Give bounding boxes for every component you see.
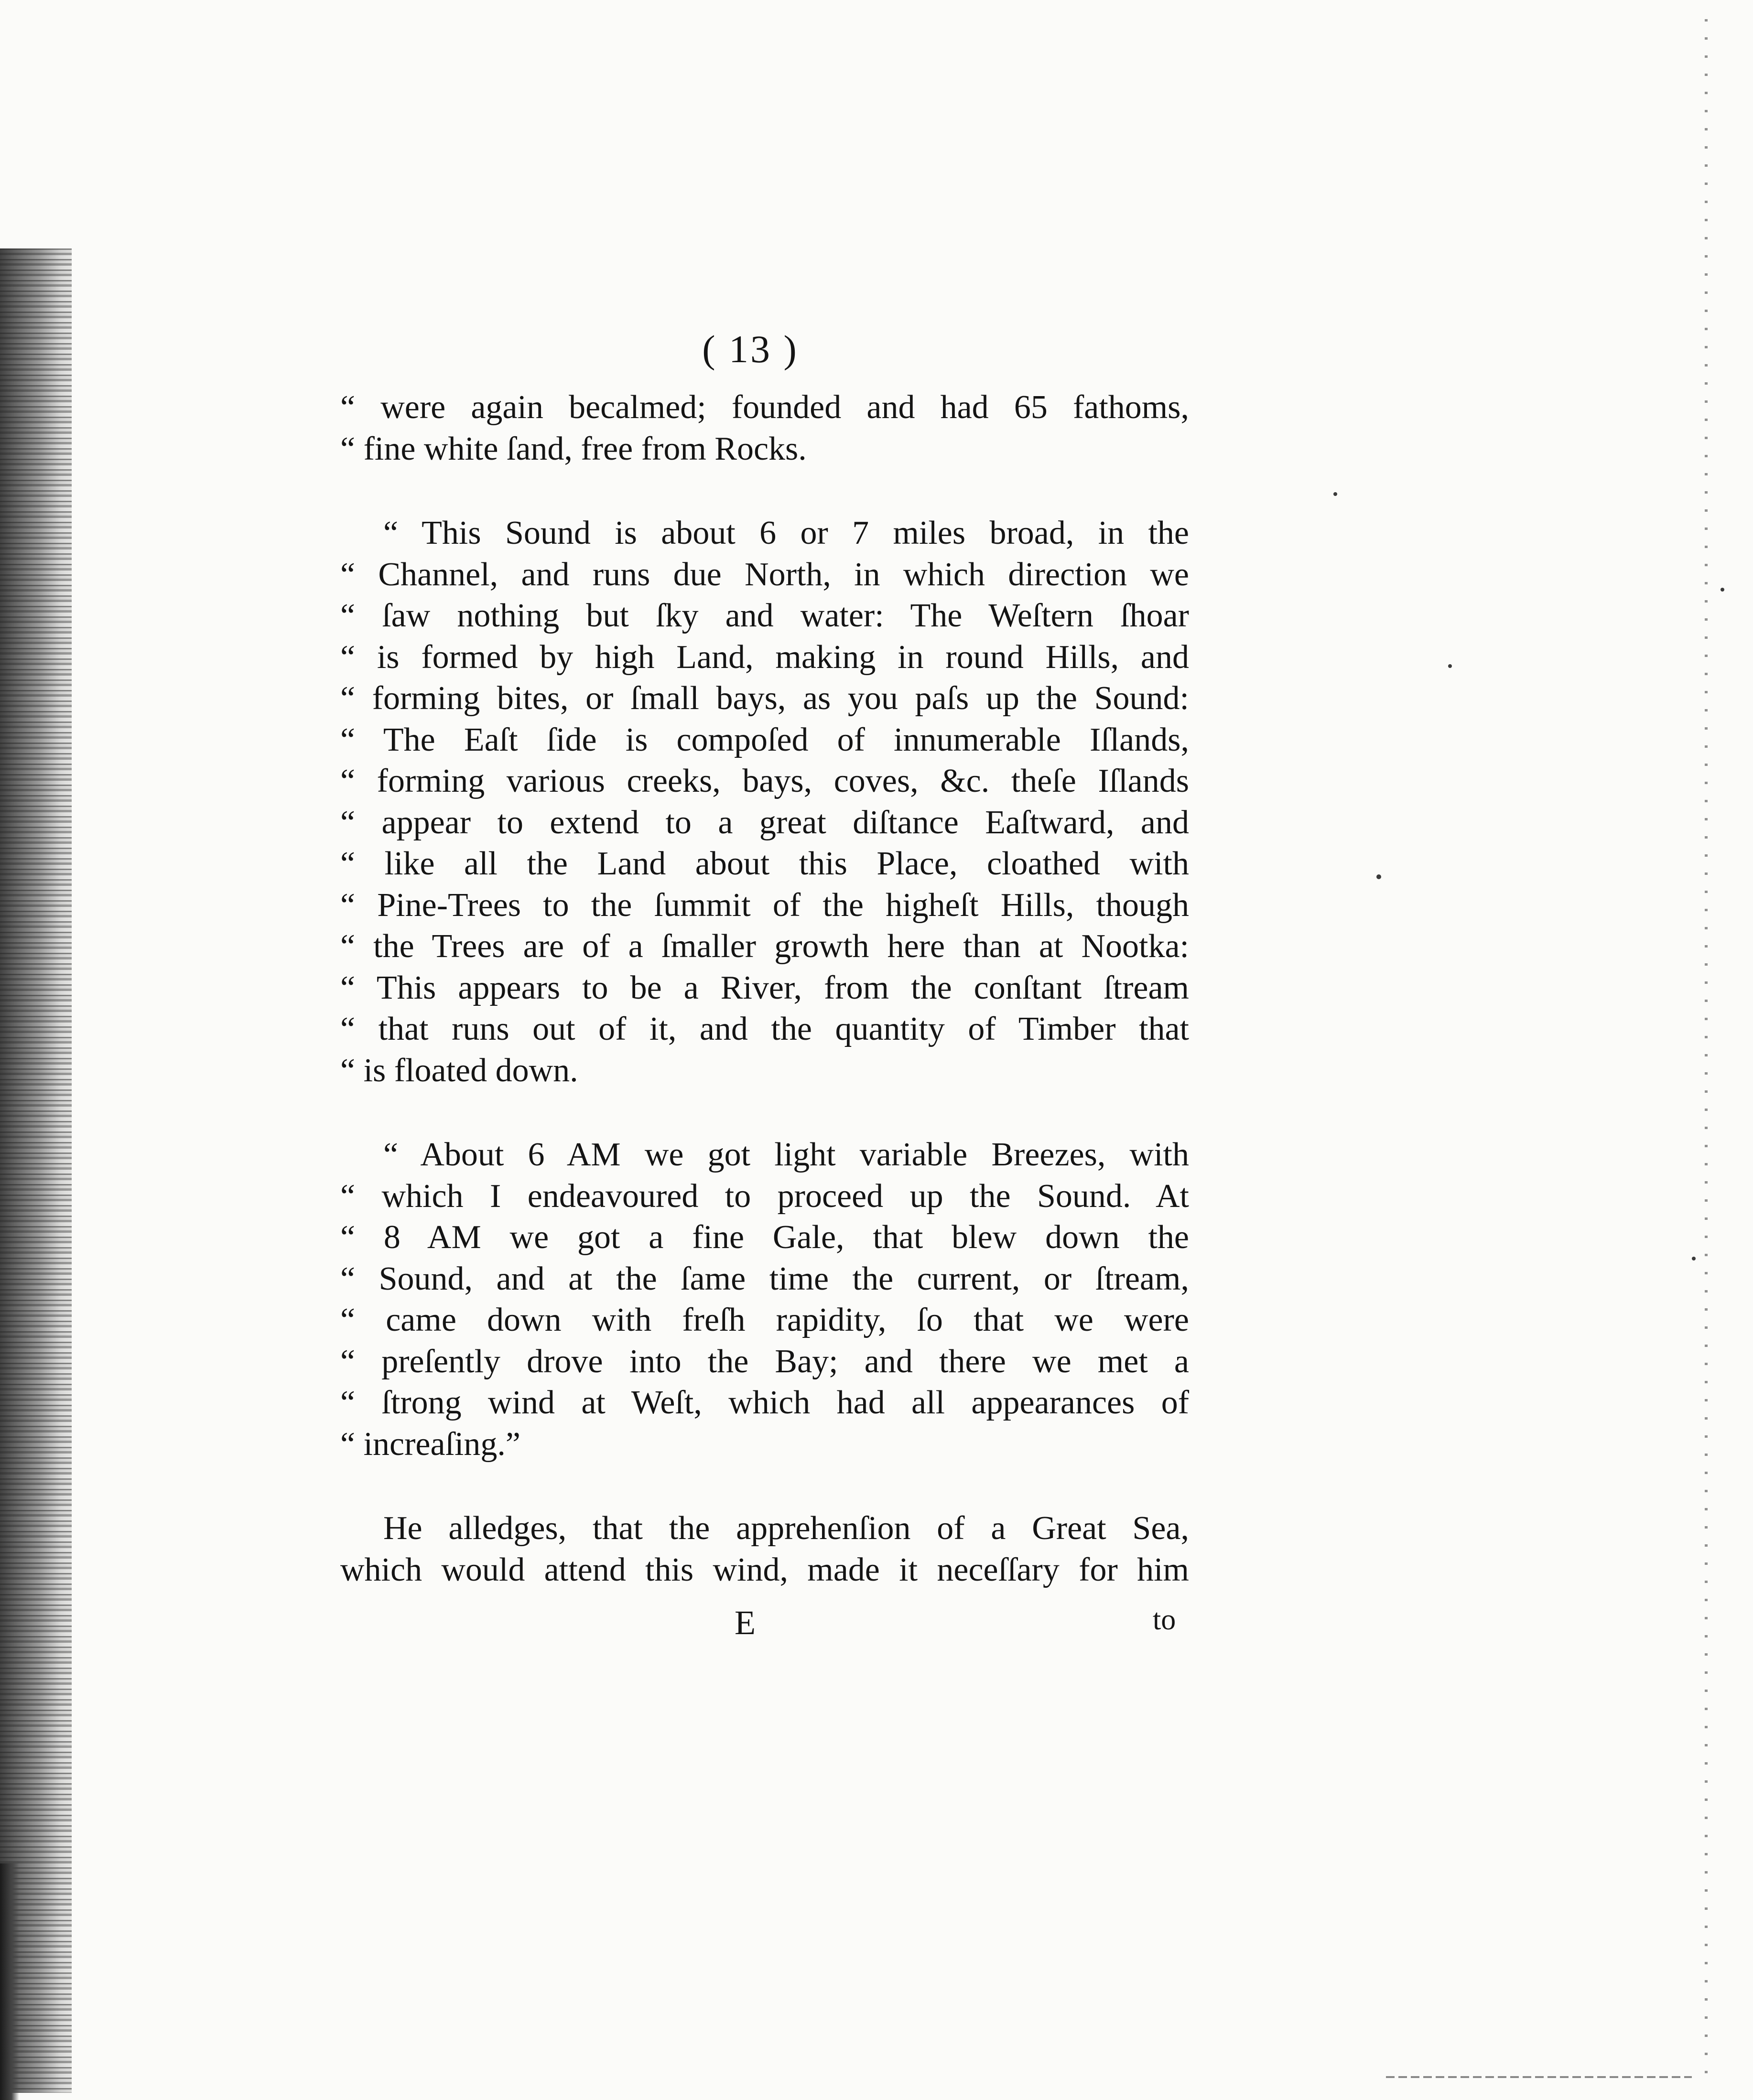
text-line: “ 8 AM we got a fine Gale, that blew down the xyxy=(340,1219,1189,1256)
text-line: which would attend this wind, made it neceſſary for him xyxy=(340,1551,1189,1588)
text-line: “ is floated down. xyxy=(340,1052,578,1089)
catchword: to xyxy=(1153,1604,1176,1636)
paper-speck xyxy=(1692,1257,1696,1260)
text-line: “ fine white ſand, free from Rocks. xyxy=(340,430,807,467)
text-line: “ were again becalmed; founded and had 65 fathoms, xyxy=(340,389,1189,426)
paper-speck xyxy=(1721,588,1724,592)
text-line: “ like all the Land about this Place, cloathed with xyxy=(340,845,1189,882)
page-number: ( 13 ) xyxy=(702,327,799,371)
text-line: “ ſaw nothing but ſky and water: The Weſtern ſhoar xyxy=(340,597,1189,634)
text-line: “ This Sound is about 6 or 7 miles broad, in the xyxy=(383,515,1189,551)
text-line: “ About 6 AM we got light variable Breezes, with xyxy=(383,1136,1189,1173)
text-line: “ Sound, and at the ſame time the current, or ſtream, xyxy=(340,1260,1189,1297)
text-line: “ Channel, and runs due North, in which direction we xyxy=(340,556,1189,593)
signature-mark: E xyxy=(735,1604,756,1642)
text-line: “ the Trees are of a ſmaller growth here than at Nootka: xyxy=(340,928,1189,965)
text-line: “ is formed by high Land, making in round Hills, and xyxy=(340,638,1189,676)
text-line: “ that runs out of it, and the quantity of Timber that xyxy=(340,1011,1189,1047)
text-line: “ which I endeavoured to proceed up the Sound. At xyxy=(340,1177,1189,1215)
paper-speck xyxy=(1448,664,1452,668)
binding-edge xyxy=(0,1863,19,2100)
text-line: “ This appears to be a River, from the conſtant ſtream xyxy=(340,969,1189,1006)
text-line: “ The Eaſt ſide is compoſed of innumerable Iſlands, xyxy=(340,721,1189,758)
paper-speck xyxy=(1376,874,1381,879)
paragraph xyxy=(340,513,1189,1091)
body-text xyxy=(340,387,1189,1591)
paragraph xyxy=(340,387,1189,470)
binding-gutter-shadow xyxy=(0,248,72,2093)
page-right-edge xyxy=(1705,19,1708,2074)
text-line: “ preſently drove into the Bay; and there we met a xyxy=(340,1343,1189,1380)
paragraph xyxy=(340,1508,1189,1591)
text-line: “ Pine-Trees to the ſummit of the higheſt Hills, though xyxy=(340,886,1189,924)
paragraph xyxy=(340,1134,1189,1465)
paper-speck xyxy=(1333,492,1337,496)
text-line: “ forming bites, or ſmall bays, as you paſs up the Sound: xyxy=(340,680,1189,717)
text-line: “ appear to extend to a great diſtance Eaſtward, and xyxy=(340,804,1189,841)
text-line: “ forming various creeks, bays, coves, &c. theſe Iſlands xyxy=(340,763,1189,799)
text-line: “ increaſing.” xyxy=(340,1425,521,1463)
text-line: “ ſtrong wind at Weſt, which had all appearances of xyxy=(340,1384,1189,1421)
text-line: “ came down with freſh rapidity, ſo that we were xyxy=(340,1302,1189,1338)
page-bottom-edge xyxy=(1386,2076,1692,2078)
text-line: He alledges, that the apprehenſion of a Great Sea, xyxy=(383,1510,1189,1547)
